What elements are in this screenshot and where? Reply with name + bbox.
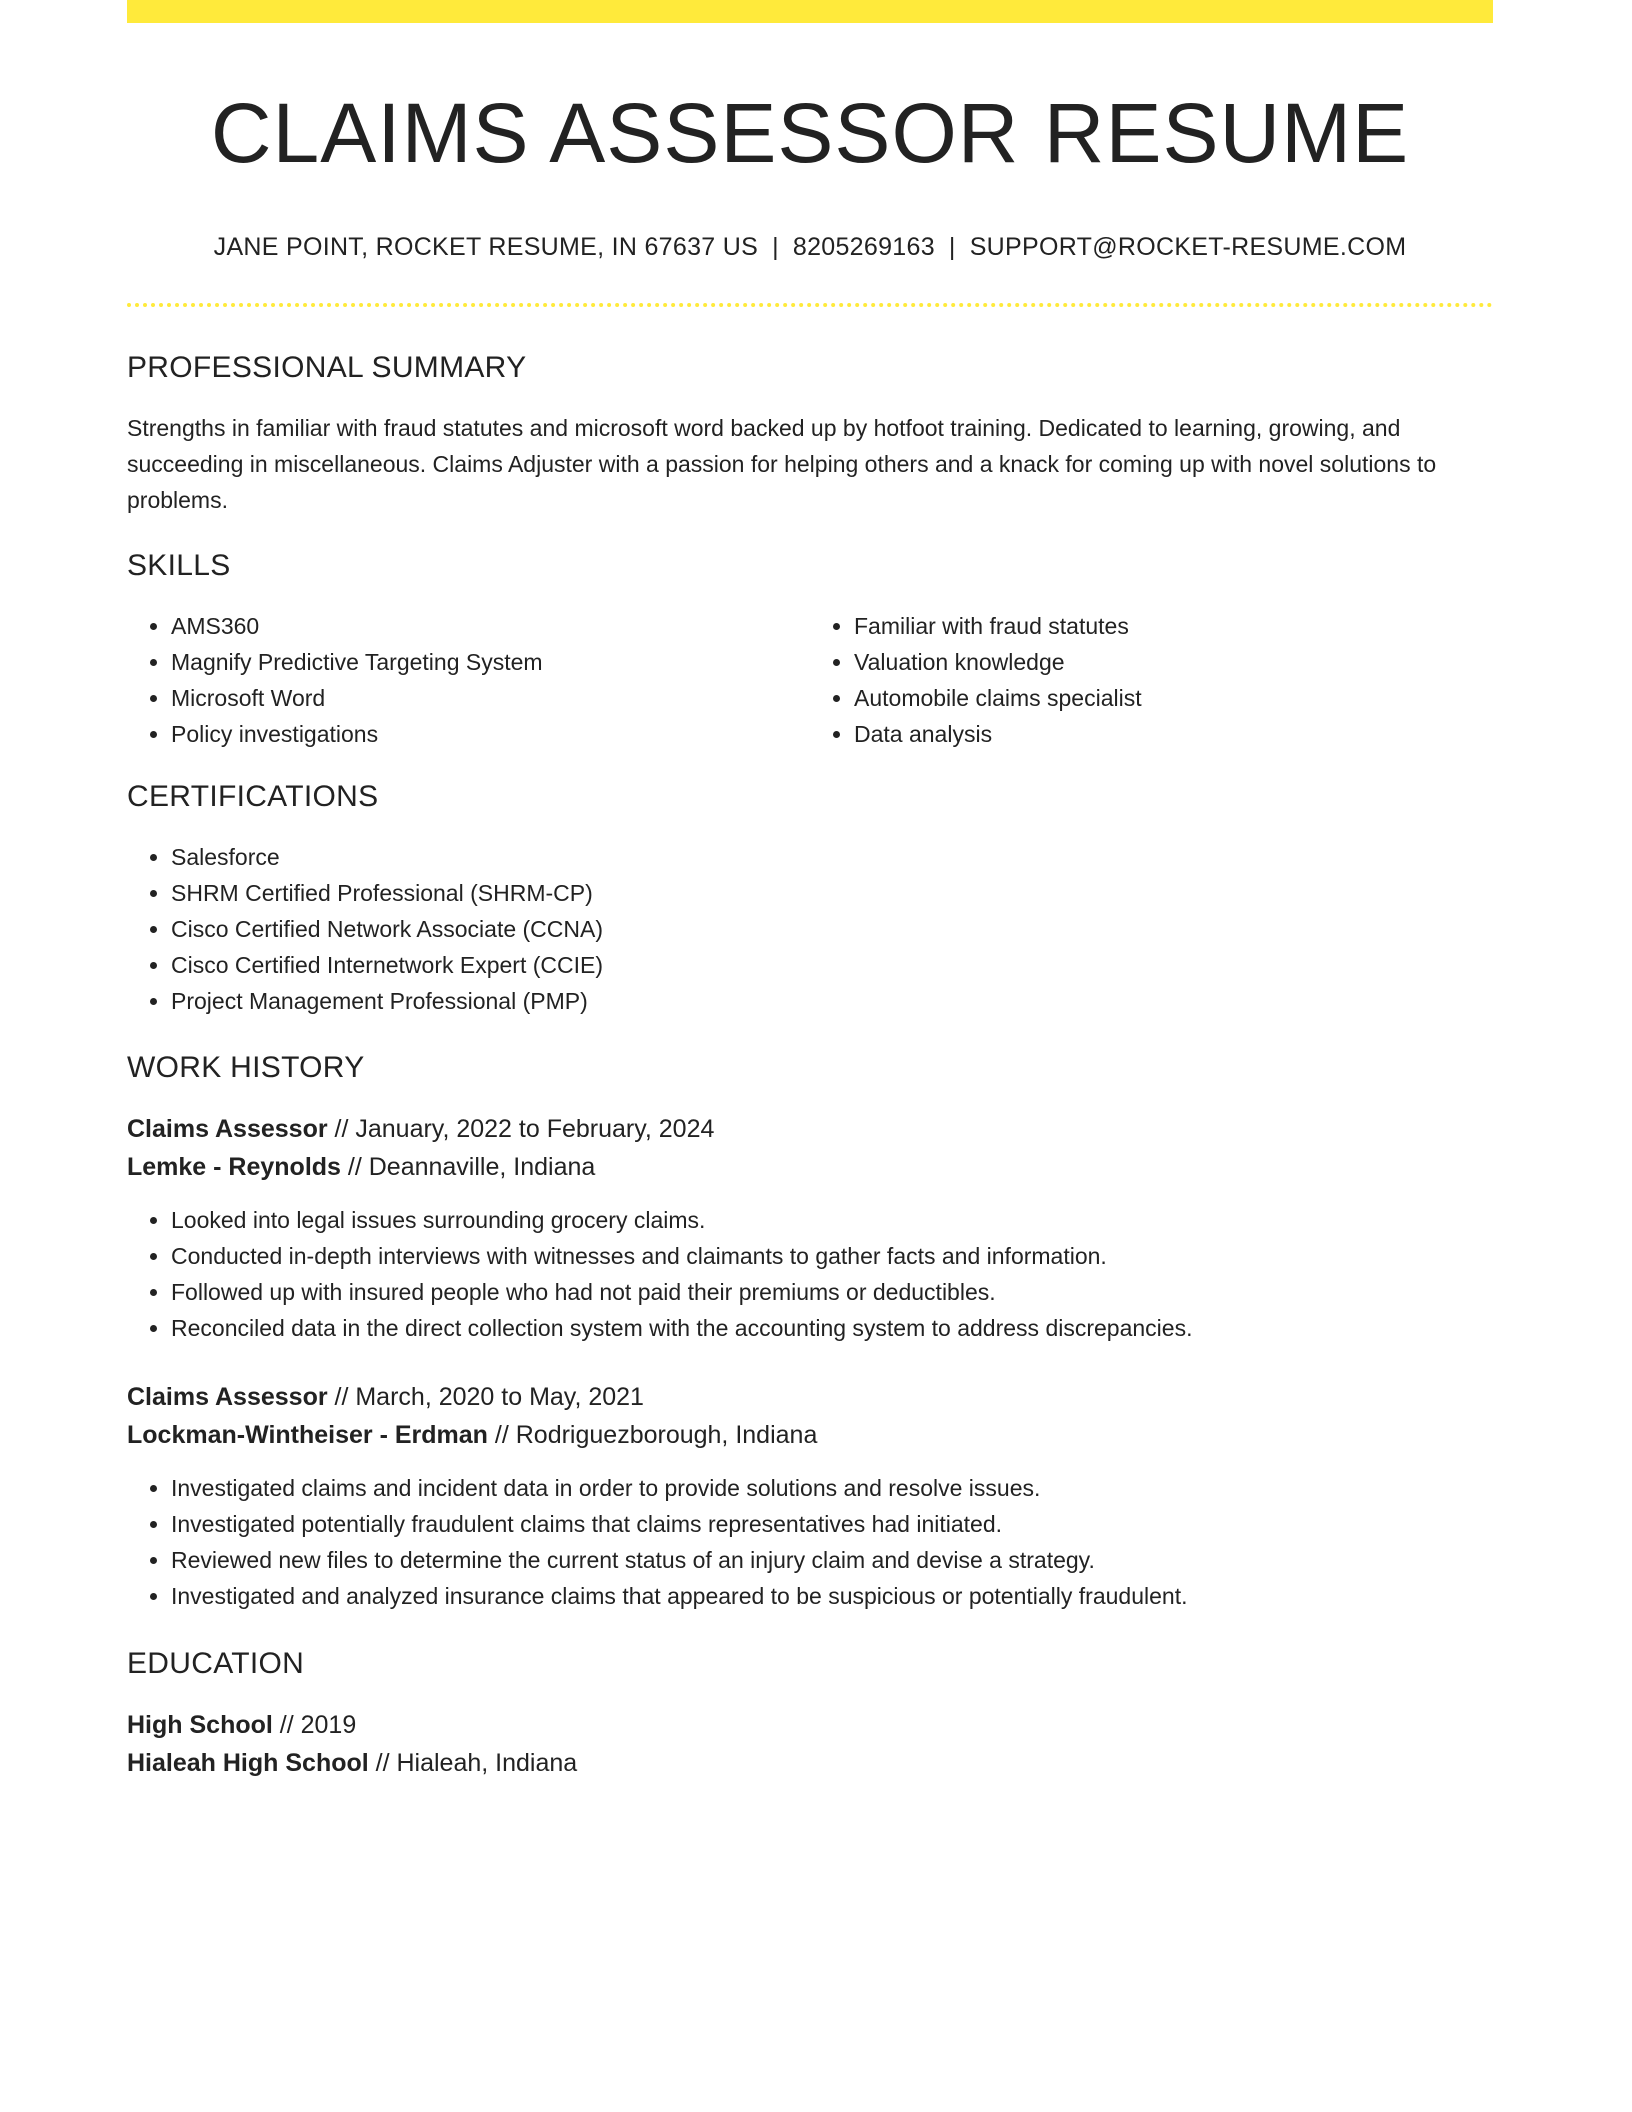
job-title-line: [127, 1110, 1493, 1148]
skill-item: • Microsoft Word: [171, 680, 810, 716]
education-school-line: [127, 1744, 1493, 1782]
summary-heading: PROFESSIONAL SUMMARY: [127, 351, 527, 384]
job-bullets: [127, 1202, 1493, 1346]
skill-item: • Valuation knowledge: [854, 644, 1493, 680]
resume-page: [127, 0, 1493, 1782]
work-history-heading: WORK HISTORY: [127, 1051, 365, 1084]
education-heading: EDUCATION: [127, 1647, 305, 1680]
job-title: Claims Assessor: [127, 1383, 328, 1411]
certification-item: • Cisco Certified Internetwork Expert (CCIE): [171, 947, 1493, 983]
skill-item: • Familiar with fraud statutes: [854, 608, 1493, 644]
certifications-heading: CERTIFICATIONS: [127, 780, 379, 813]
job-bullet: • Followed up with insured people who had not paid their premiums or deductibles.: [171, 1274, 1493, 1310]
summary-text: Strengths in familiar with fraud statutes and microsoft word backed up by hotfoot training. Dedicated to learning, growing, and succeeding in miscellaneous. Claims Adjuster with a passion for helping others and a knack for coming up with novel solutions to problems.: [127, 415, 1437, 513]
job-bullet: • Looked into legal issues surrounding grocery claims.: [171, 1202, 1493, 1238]
job-bullet: • Investigated claims and incident data in order to provide solutions and resolve issues.: [171, 1470, 1493, 1506]
job-bullet: • Reviewed new files to determine the current status of an injury claim and devise a strategy.: [171, 1542, 1493, 1578]
certification-item: • Project Management Professional (PMP): [171, 983, 1493, 1019]
skill-item: • AMS360: [171, 608, 810, 644]
education-location: // Hialeah, Indiana: [368, 1749, 578, 1777]
skills-list-right: [810, 608, 1493, 752]
skills-heading: SKILLS: [127, 549, 231, 582]
job-title-line: [127, 1378, 1493, 1416]
skill-item: • Policy investigations: [171, 716, 810, 752]
skills-columns: [127, 608, 1493, 752]
dotted-divider: [127, 303, 1493, 307]
contact-separator: |: [772, 233, 779, 261]
resume-title: CLAIMS ASSESSOR RESUME: [210, 86, 1410, 180]
job-bullet: • Investigated and analyzed insurance claims that appeared to be suspicious or potentially fraudulent.: [171, 1578, 1493, 1614]
top-accent-bar: [127, 0, 1493, 23]
education-degree-line: [127, 1706, 1493, 1744]
contact-email: SUPPORT@ROCKET-RESUME.COM: [969, 233, 1407, 261]
contact-address: JANE POINT, ROCKET RESUME, IN 67637 US: [213, 233, 759, 261]
job-bullet: • Reconciled data in the direct collection system with the accounting system to address discrepancies.: [171, 1310, 1493, 1346]
job-bullets: [127, 1470, 1493, 1614]
education-degree: High School: [127, 1711, 273, 1739]
skill-item: • Automobile claims specialist: [854, 680, 1493, 716]
job-dates: // January, 2022 to February, 2024: [327, 1115, 715, 1143]
contact-phone: 8205269163: [792, 233, 935, 261]
job-bullet: • Investigated potentially fraudulent claims that claims representatives had initiated.: [171, 1506, 1493, 1542]
job-bullet: • Conducted in-depth interviews with witnesses and claimants to gather facts and information.: [171, 1238, 1493, 1274]
certification-item: • Cisco Certified Network Associate (CCNA): [171, 911, 1493, 947]
skill-item: • Data analysis: [854, 716, 1493, 752]
job-location: // Deannaville, Indiana: [340, 1153, 596, 1181]
job-location: // Rodriguezborough, Indiana: [487, 1421, 818, 1449]
contact-separator: |: [948, 233, 956, 261]
job-company-line: [127, 1148, 1493, 1186]
job-dates: // March, 2020 to May, 2021: [327, 1383, 644, 1411]
certifications-list: [127, 839, 1493, 1019]
job-company: Lockman-Wintheiser - Erdman: [127, 1421, 488, 1449]
certification-item: • Salesforce: [171, 839, 1493, 875]
job-title: Claims Assessor: [127, 1115, 328, 1143]
certification-item: • SHRM Certified Professional (SHRM-CP): [171, 875, 1493, 911]
education-school: Hialeah High School: [127, 1749, 369, 1777]
job-company: Lemke - Reynolds: [127, 1153, 341, 1181]
education-year: // 2019: [272, 1711, 357, 1739]
skills-list-left: [127, 608, 810, 752]
job-company-line: [127, 1416, 1493, 1454]
contact-line: [127, 230, 1493, 264]
skill-item: • Magnify Predictive Targeting System: [171, 644, 810, 680]
